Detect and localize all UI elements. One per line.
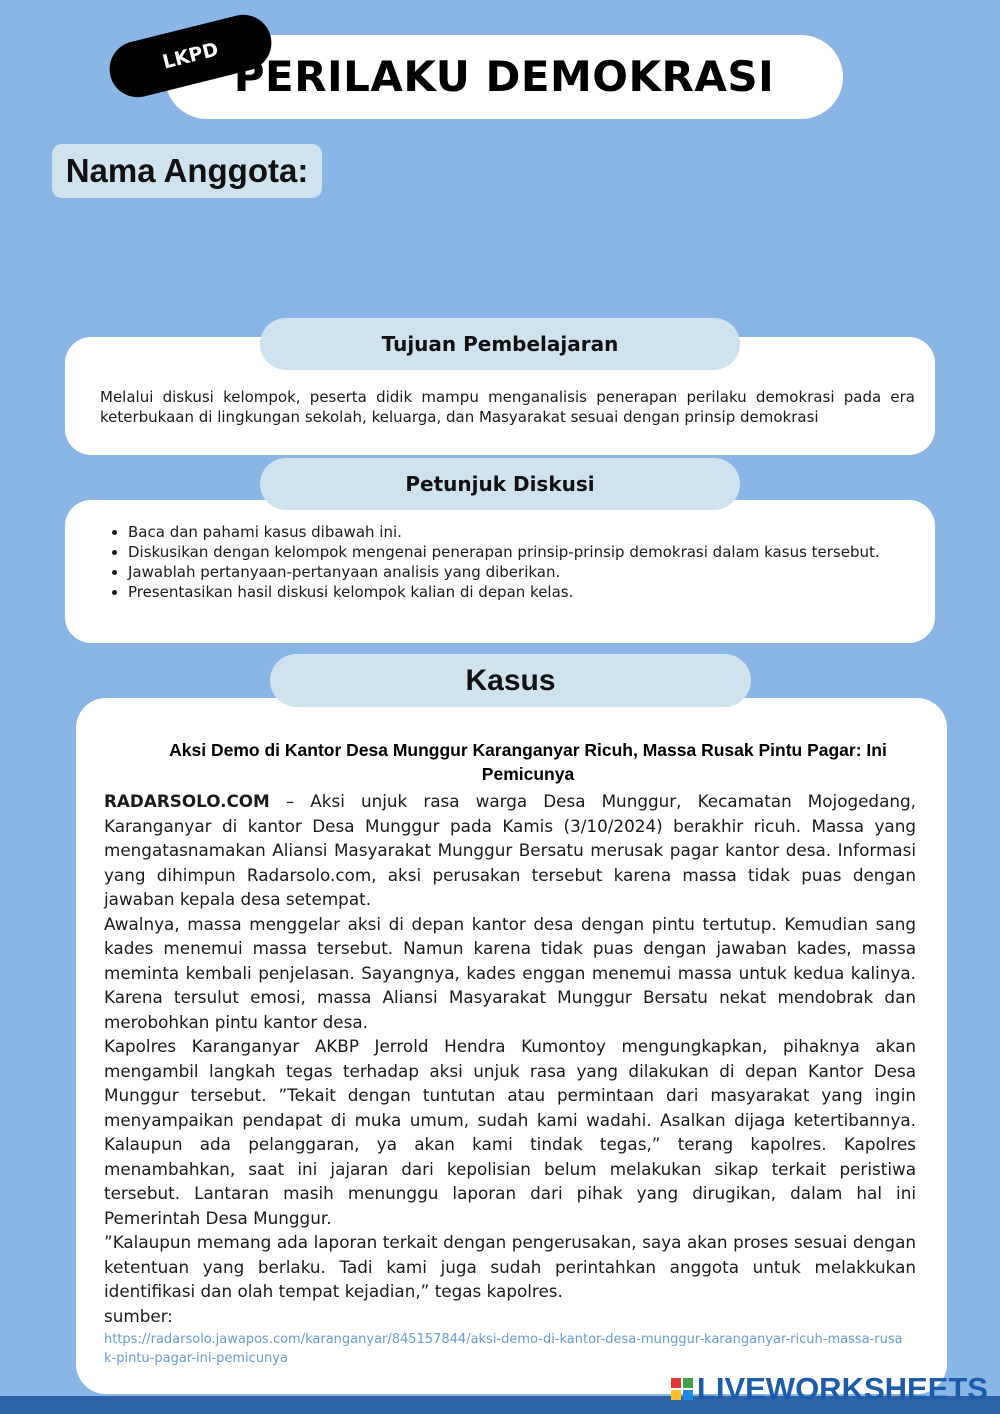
liveworksheets-logo[interactable] (671, 1372, 988, 1406)
article-paragraph-4: ”Kalaupun memang ada laporan terkait dengan pengerusakan, saya akan proses sesuai dengan ketentuan yang berlaku. Tadi kami juga sudah perintahkan anggota untuk melakkukan identifikasi dan olah tempat kejadian,” tegas kapolres. (104, 1232, 916, 1301)
source-name: RADARSOLO.COM (104, 791, 270, 811)
petunjuk-list-wrap (104, 522, 916, 602)
logo-square (683, 1390, 693, 1400)
list-item: • Diskusikan dengan kelompok mengenai penerapan prinsip-prinsip demokrasi dalam kasus tersebut. (128, 542, 916, 562)
kasus-heading: Kasus (270, 654, 751, 707)
article-paragraph-1: RADARSOLO.COM – Aksi unjuk rasa warga Desa Munggur, Kecamatan Mojogedang, Karanganyar di kantor Desa Munggur pada Kamis (3/10/2024) berakhir ricuh. Massa yang mengatasnamakan Aliansi Masyarakat Munggur Bersatu merusak pagar kantor desa. Informasi yang dihimpun Radarsolo.com, aksi perusakan tersebut karena massa tidak puas dengan jawaban kepala desa setempat. (104, 791, 916, 909)
source-link[interactable]: https://radarsolo.jawapos.com/karanganyar/845157844/aksi-demo-di-kantor-desa-munggur-karanganyar-ricuh-massa-rusak-pintu-pagar-ini-pemicunya (104, 1332, 903, 1366)
logo-square (671, 1378, 681, 1388)
tujuan-text: Melalui diskusi kelompok, peserta didik mampu menganalisis penerapan perilaku demokrasi pada era keterbukaan di lingkungan sekolah, keluarga, dan Masyarakat sesuai dengan prinsip demokrasi (100, 388, 915, 426)
petunjuk-heading: Petunjuk Diskusi (260, 458, 740, 510)
page-title: PERILAKU DEMOKRASI (233, 52, 775, 101)
lkpd-tag: LKPD (104, 9, 278, 103)
list-item: • Baca dan pahami kasus dibawah ini. (128, 522, 916, 542)
article-title: Aksi Demo di Kantor Desa Munggur Karanganyar Ricuh, Massa Rusak Pintu Pagar: Ini Pemicunya (169, 740, 887, 784)
logo-square (671, 1390, 681, 1400)
petunjuk-list (104, 522, 916, 602)
article-body (104, 789, 916, 1328)
nama-anggota-label: Nama Anggota: (52, 144, 322, 198)
liveworksheets-logo-icon (671, 1378, 693, 1400)
logo-square (683, 1378, 693, 1388)
article-paragraph-3: Kapolres Karanganyar AKBP Jerrold Hendra Kumontoy mengungkapkan, pihaknya akan mengambil langkah tegas terhadap aksi unjuk rasa yang dilakukan di depan Kantor Desa Munggur tersebut. ”Tekait dengan tuntutan atau permintaan dari masyarakat yang ingin menyampaikan pendapat di muka umum, sudah kami wadahi. Asalkan dijaga ketertibannya. Kalaupun ada pelanggaran, ya akan kami tindak tegas,” terang kapolres. Kapolres menambahkan, saat ini jajaran dari kepolisian belum melakukan sikap terkait peristiwa tersebut. Lantaran masih menunggu laporan dari pihak yang dirugikan, dalam hal ini Pemerintah Desa Munggur. (104, 1036, 916, 1228)
tujuan-heading: Tujuan Pembelajaran (260, 318, 740, 370)
list-item: • Jawablah pertanyaan-pertanyaan analisis yang diberikan. (128, 562, 916, 582)
list-item: • Presentasikan hasil diskusi kelompok kalian di depan kelas. (128, 582, 916, 602)
liveworksheets-brand: LIVEWORKSHEETS (696, 1371, 988, 1406)
article-paragraph-2: Awalnya, massa menggelar aksi di depan kantor desa dengan pintu tertutup. Kemudian sang kades menemui massa tersebut. Namun karena tidak puas dengan jawaban kades, massa meminta kembali penjelasan. Sayangnya, kades enggan menemui massa untuk kedua kalinya. Karena tersulut emosi, massa Aliansi Masyarakat Munggur Bersatu nekat mendobrak dan merobohkan pintu kantor desa. (104, 913, 916, 1032)
source-label: sumber: (104, 1305, 173, 1326)
